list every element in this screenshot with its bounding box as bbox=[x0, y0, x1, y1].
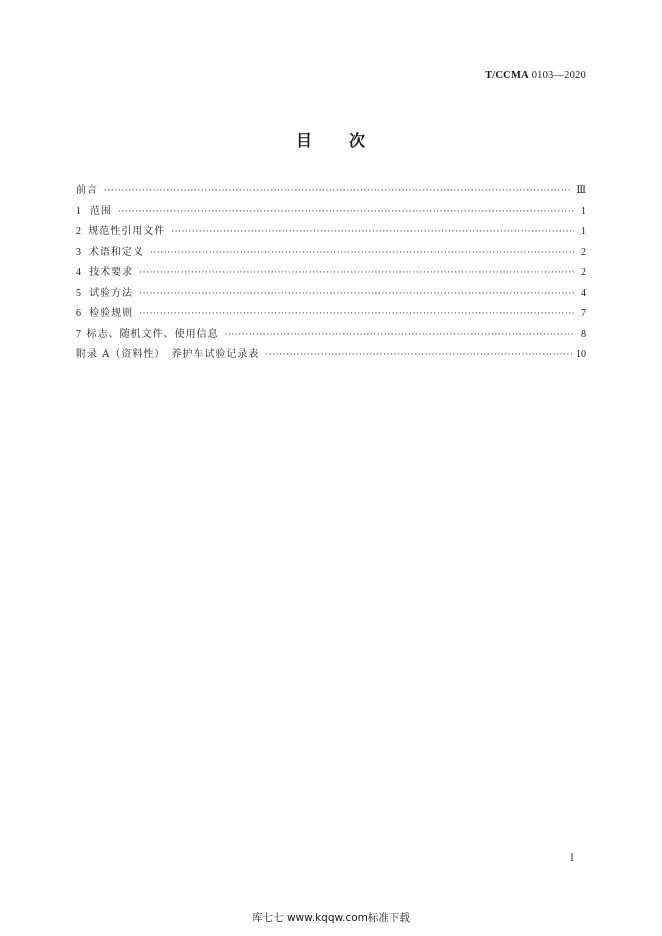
toc-entry-technical-requirements[interactable] bbox=[76, 263, 586, 284]
standard-number: 0103—2020 bbox=[531, 70, 586, 81]
toc-label: 附录 A（资料性） 养护车试验记录表 bbox=[76, 349, 260, 360]
page-number: Ⅰ bbox=[570, 853, 574, 864]
toc-num: 5 bbox=[76, 287, 81, 299]
toc-label: 前言 bbox=[76, 185, 98, 196]
toc-leader bbox=[139, 304, 574, 325]
toc-leader bbox=[104, 181, 572, 202]
toc-leader bbox=[118, 202, 574, 223]
toc-entry-scope[interactable] bbox=[76, 202, 586, 223]
toc-page: 1 bbox=[581, 205, 586, 217]
toc-page: 8 bbox=[581, 328, 586, 340]
toc-label: 技术要求 bbox=[89, 267, 134, 278]
toc-entry-inspection-rules[interactable] bbox=[76, 304, 586, 325]
toc-label: 规范性引用文件 bbox=[88, 226, 166, 237]
toc-entry-marking-documents[interactable] bbox=[76, 325, 586, 346]
title-char-1: 目 bbox=[295, 131, 313, 150]
toc-label: 试验方法 bbox=[89, 287, 134, 299]
toc-entry-test-methods[interactable] bbox=[76, 284, 586, 305]
toc-entry-foreword[interactable] bbox=[76, 181, 586, 202]
standard-code bbox=[485, 70, 586, 81]
toc-num: 1 bbox=[76, 205, 81, 217]
toc-label: 检验规则 bbox=[89, 308, 134, 319]
page-title bbox=[0, 128, 662, 151]
standard-prefix: T/CCMA bbox=[485, 70, 529, 81]
toc-page: 4 bbox=[581, 287, 586, 299]
toc-num: 4 bbox=[76, 267, 81, 278]
download-watermark: 库七七 www.kqqw.com标准下载 bbox=[252, 912, 410, 924]
toc-label: 术语和定义 bbox=[88, 246, 144, 258]
toc-page: 2 bbox=[581, 246, 586, 258]
toc-page: 1 bbox=[581, 226, 586, 237]
toc-leader bbox=[150, 243, 574, 264]
toc-leader bbox=[139, 263, 574, 284]
toc-page: 7 bbox=[581, 308, 586, 319]
title-char-2: 次 bbox=[349, 131, 367, 150]
toc-num: 3 bbox=[76, 246, 81, 258]
toc-num: 2 bbox=[76, 226, 81, 237]
toc-leader bbox=[265, 345, 572, 366]
toc-leader bbox=[139, 284, 574, 305]
toc-label: 标志、随机文件、使用信息 bbox=[86, 328, 219, 340]
toc-num: 6 bbox=[76, 308, 81, 319]
toc-num: 7 bbox=[76, 328, 81, 340]
toc-leader bbox=[171, 222, 574, 243]
table-of-contents bbox=[76, 181, 586, 366]
toc-leader bbox=[225, 325, 574, 346]
toc-entry-terms-definitions[interactable] bbox=[76, 243, 586, 264]
toc-entry-normative-references[interactable] bbox=[76, 222, 586, 243]
toc-page: Ⅲ bbox=[576, 185, 586, 196]
toc-entry-appendix-a[interactable] bbox=[76, 345, 586, 366]
toc-page: 10 bbox=[576, 349, 586, 360]
toc-label: 范围 bbox=[89, 205, 112, 217]
toc-page: 2 bbox=[581, 267, 586, 278]
